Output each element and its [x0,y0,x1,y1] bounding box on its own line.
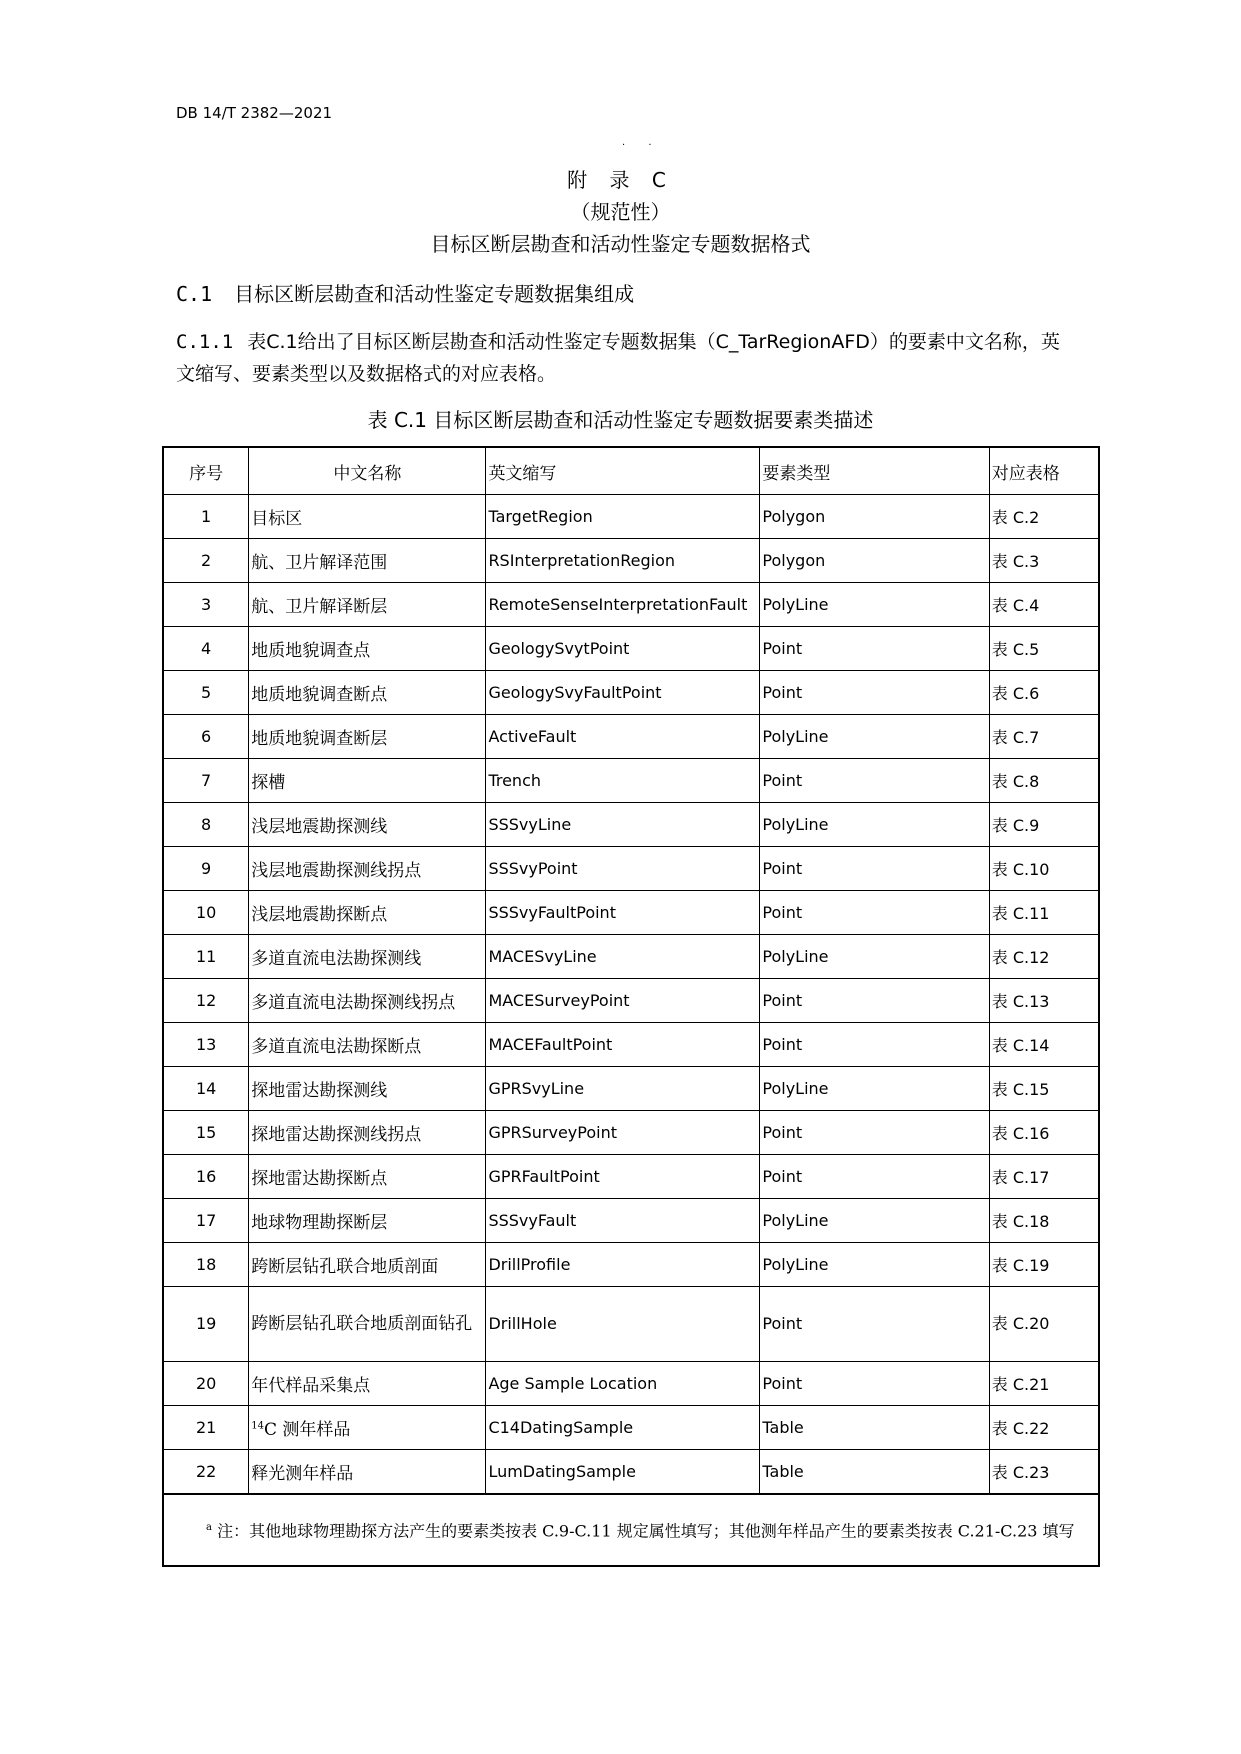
cell-feature-type: PolyLine [760,1067,989,1111]
header-ref-table: 对应表格 [989,447,1099,495]
cell-ref-table: 表 C.11 [989,891,1099,935]
cell-cn-text: 地球物理勘探断层 [251,1213,388,1233]
cell-ref-table: 表 C.19 [989,1243,1099,1287]
paragraph [176,326,1076,390]
cell-en-abbr: MACESurveyPoint [486,979,760,1023]
cell-feature-type: Point [760,847,989,891]
cell-en-abbr: SSSvyFault [486,1199,760,1243]
section-heading [176,278,634,307]
cell-cn-text: 航、卫片解译断层 [251,597,388,617]
cell-cn-text: 跨断层钻孔联合地质剖面 [251,1257,439,1277]
table-row [163,891,1099,935]
table-row [163,1406,1099,1450]
cell-cn-name [249,1406,486,1450]
cell-no: 12 [163,979,249,1023]
table-row [163,1155,1099,1199]
cell-feature-type: Point [760,1023,989,1067]
cell-cn-name [249,539,486,583]
cell-cn-name [249,671,486,715]
cell-en-abbr: SSSvyPoint [486,847,760,891]
cell-cn-text: 跨断层钻孔联合地质剖面钻孔 [251,1314,473,1334]
cell-no: 14 [163,1067,249,1111]
header-cn-name: 中文名称 [249,447,486,495]
table-row [163,1067,1099,1111]
cell-no: 17 [163,1199,249,1243]
cell-no: 16 [163,1155,249,1199]
cell-no: 18 [163,1243,249,1287]
cell-cn-text: 地质地貌调查断点 [251,685,388,705]
cell-cn-text: 年代样品采集点 [251,1376,371,1396]
cell-cn-name [249,1067,486,1111]
cell-feature-type: Point [760,891,989,935]
cell-ref-table: 表 C.7 [989,715,1099,759]
table-row [163,495,1099,539]
cell-cn-name [249,1023,486,1067]
cell-no: 3 [163,583,249,627]
cell-ref-table: 表 C.5 [989,627,1099,671]
cell-no: 2 [163,539,249,583]
cell-en-abbr: C14DatingSample [486,1406,760,1450]
paragraph-number: C.1.1 [176,331,234,353]
cell-en-abbr: GPRSvyLine [486,1067,760,1111]
cell-ref-table: 表 C.23 [989,1450,1099,1495]
cell-cn-text: 多道直流电法勘探断点 [251,1037,422,1057]
cell-cn-name [249,847,486,891]
cell-en-abbr: RSInterpretationRegion [486,539,760,583]
table-row [163,1111,1099,1155]
cell-cn-name [249,803,486,847]
cell-cn-text: 航、卫片解译范围 [251,553,388,573]
table-row [163,1362,1099,1406]
cell-en-abbr: RemoteSenseInterpretationFault [486,583,760,627]
cell-cn-name [249,627,486,671]
cell-cn-text: 地质地貌调查断层 [251,729,388,749]
cell-feature-type: Point [760,671,989,715]
cell-feature-type: PolyLine [760,935,989,979]
feature-table [162,446,1100,1567]
cell-cn-text: 目标区 [251,509,303,529]
cell-ref-table: 表 C.13 [989,979,1099,1023]
cell-feature-type: Polygon [760,495,989,539]
cell-cn-name [249,935,486,979]
cell-no: 4 [163,627,249,671]
cell-feature-type: Point [760,1362,989,1406]
cell-en-abbr: SSSvyLine [486,803,760,847]
section-title: 目标区断层勘查和活动性鉴定专题数据集组成 [234,282,635,306]
cell-ref-table: 表 C.20 [989,1287,1099,1362]
cell-cn-text: 探地雷达勘探测线拐点 [251,1125,422,1145]
cell-ref-table: 表 C.17 [989,1155,1099,1199]
cell-no: 19 [163,1287,249,1362]
cell-en-abbr: ActiveFault [486,715,760,759]
table-row [163,1450,1099,1495]
cell-cn-text: 探地雷达勘探测线 [251,1081,388,1101]
cell-no: 13 [163,1023,249,1067]
cell-cn-text: 释光测年样品 [251,1464,354,1484]
cell-ref-table: 表 C.12 [989,935,1099,979]
cell-ref-table: 表 C.6 [989,671,1099,715]
cell-no: 11 [163,935,249,979]
cell-cn-name [249,1362,486,1406]
cell-no: 10 [163,891,249,935]
cell-ref-table: 表 C.4 [989,583,1099,627]
cell-feature-type: Point [760,1111,989,1155]
note-marker: a [206,1522,212,1534]
cell-ref-table: 表 C.2 [989,495,1099,539]
decorative-dots: · · [622,140,662,151]
table-row [163,715,1099,759]
cell-feature-type: PolyLine [760,1243,989,1287]
appendix-heading: 目标区断层勘查和活动性鉴定专题数据格式 [430,232,811,256]
cell-feature-type: Point [760,1287,989,1362]
header-en-abbr: 英文缩写 [486,447,760,495]
cell-no: 8 [163,803,249,847]
cell-cn-text: C 测年样品 [263,1420,351,1440]
cell-cn-text: 探槽 [251,773,286,793]
table-row [163,583,1099,627]
cell-cn-text: 浅层地震勘探测线拐点 [251,861,422,881]
cell-en-abbr: DrillHole [486,1287,760,1362]
cell-en-abbr: GeologySvyFaultPoint [486,671,760,715]
table-row [163,1023,1099,1067]
cell-cn-name [249,979,486,1023]
cell-ref-table: 表 C.18 [989,1199,1099,1243]
cell-feature-type: Table [760,1450,989,1495]
cell-cn-text: 浅层地震勘探测线 [251,817,388,837]
cell-cn-name [249,759,486,803]
cell-cn-name [249,1155,486,1199]
cell-feature-type: Table [760,1406,989,1450]
cell-ref-table: 表 C.14 [989,1023,1099,1067]
cell-en-abbr: DrillProfile [486,1243,760,1287]
cell-cn-name [249,1199,486,1243]
cell-feature-type: PolyLine [760,715,989,759]
cell-ref-table: 表 C.3 [989,539,1099,583]
cell-feature-type: Point [760,979,989,1023]
cell-cn-name [249,1287,486,1362]
table-row [163,627,1099,671]
note-text: 注：其他地球物理勘探方法产生的要素类按表 C.9-C.11 规定属性填写；其他测年样品产生的要素类按表 C.21-C.23 填写 [217,1521,1075,1541]
cell-ref-table: 表 C.16 [989,1111,1099,1155]
appendix-title: 附 录 C [567,168,674,192]
cell-no: 22 [163,1450,249,1495]
cell-feature-type: Point [760,1155,989,1199]
header-feature-type: 要素类型 [760,447,989,495]
cell-en-abbr: GPRFaultPoint [486,1155,760,1199]
cell-en-abbr: MACESvyLine [486,935,760,979]
table-row [163,803,1099,847]
cell-ref-table: 表 C.10 [989,847,1099,891]
cell-no: 6 [163,715,249,759]
table-caption: 表 C.1 目标区断层勘查和活动性鉴定专题数据要素类描述 [367,408,874,432]
cell-en-abbr: TargetRegion [486,495,760,539]
table-row [163,935,1099,979]
cell-no: 20 [163,1362,249,1406]
cell-en-abbr: GPRSurveyPoint [486,1111,760,1155]
cell-feature-type: Point [760,627,989,671]
cell-feature-type: PolyLine [760,583,989,627]
cell-no: 9 [163,847,249,891]
table-row [163,539,1099,583]
table-row [163,979,1099,1023]
cell-no: 5 [163,671,249,715]
cell-cn-superscript: 14 [251,1420,264,1432]
table-row [163,671,1099,715]
cell-cn-name [249,891,486,935]
cell-ref-table: 表 C.9 [989,803,1099,847]
paragraph-text: 表C.1给出了目标区断层勘查和活动性鉴定专题数据集（C_TarRegionAFD）的要素中文名称，英文缩写、要素类型以及数据格式的对应表格。 [176,331,1060,385]
cell-en-abbr: Age Sample Location [486,1362,760,1406]
section-number: C.1 [176,282,213,306]
cell-cn-name [249,1243,486,1287]
cell-ref-table: 表 C.21 [989,1362,1099,1406]
cell-en-abbr: Trench [486,759,760,803]
cell-no: 21 [163,1406,249,1450]
cell-cn-text: 浅层地震勘探断点 [251,905,388,925]
cell-feature-type: PolyLine [760,1199,989,1243]
cell-cn-name [249,495,486,539]
cell-cn-name [249,715,486,759]
cell-ref-table: 表 C.15 [989,1067,1099,1111]
cell-feature-type: Point [760,759,989,803]
table-row [163,847,1099,891]
cell-cn-text: 探地雷达勘探断点 [251,1169,388,1189]
appendix-subtitle: （规范性） [570,200,671,224]
cell-cn-name [249,1450,486,1495]
cell-cn-name [249,1111,486,1155]
cell-en-abbr: SSSvyFaultPoint [486,891,760,935]
cell-cn-text: 多道直流电法勘探测线拐点 [251,993,456,1013]
cell-en-abbr: GeologySvytPoint [486,627,760,671]
cell-no: 7 [163,759,249,803]
cell-no: 15 [163,1111,249,1155]
table-row [163,1199,1099,1243]
cell-ref-table: 表 C.8 [989,759,1099,803]
cell-cn-text: 地质地貌调查点 [251,641,371,661]
table-row [163,1287,1099,1362]
cell-feature-type: Polygon [760,539,989,583]
table-note [163,1494,1099,1566]
cell-no: 1 [163,495,249,539]
header-no: 序号 [163,447,249,495]
cell-cn-name [249,583,486,627]
cell-en-abbr: MACEFaultPoint [486,1023,760,1067]
table-row [163,759,1099,803]
table-row [163,1243,1099,1287]
cell-cn-text: 多道直流电法勘探测线 [251,949,422,969]
document-code: DB 14/T 2382—2021 [176,104,333,122]
table-note-row [163,1494,1099,1566]
cell-ref-table: 表 C.22 [989,1406,1099,1450]
cell-feature-type: PolyLine [760,803,989,847]
table-header-row [163,447,1099,495]
cell-en-abbr: LumDatingSample [486,1450,760,1495]
